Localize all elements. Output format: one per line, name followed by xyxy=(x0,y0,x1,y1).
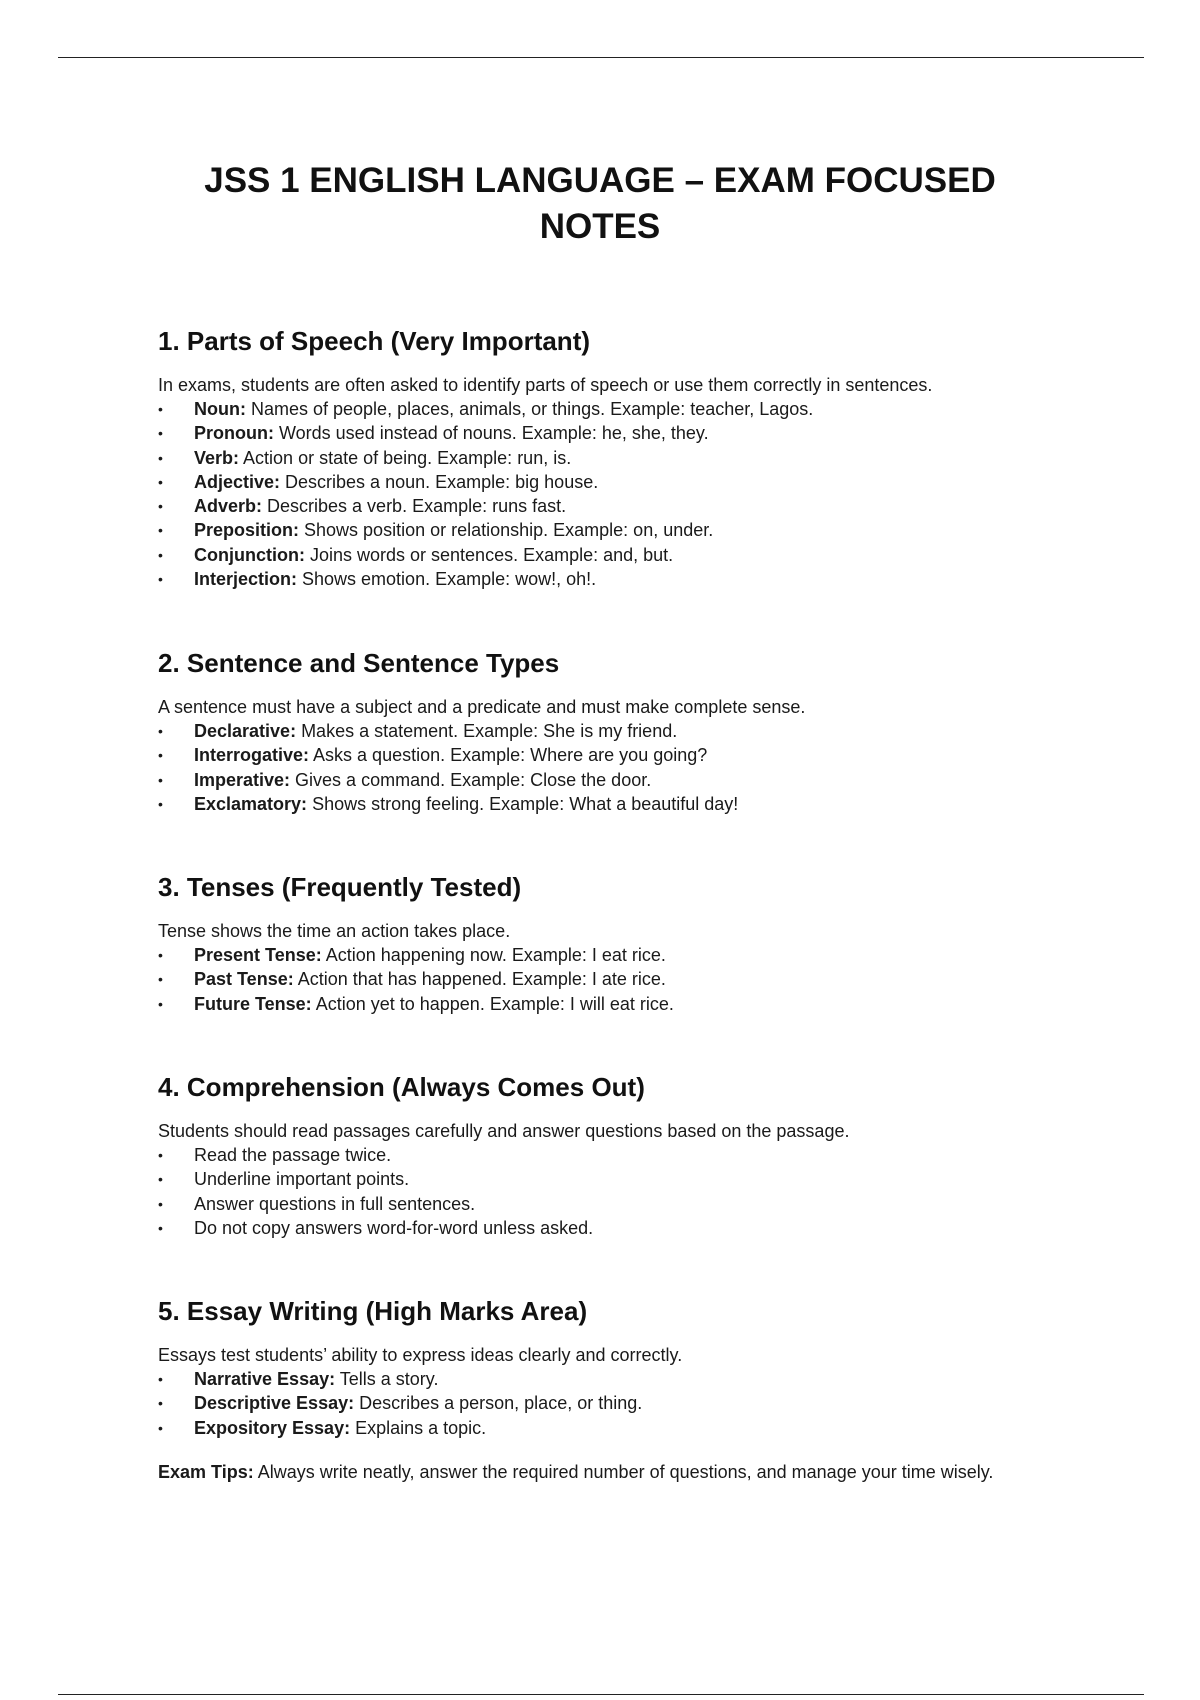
term-description: Joins words or sentences. Example: and, but. xyxy=(304,544,674,565)
bullet-icon: • xyxy=(158,425,163,442)
list-item xyxy=(158,1391,1058,1415)
section-heading: 1. Parts of Speech (Very Important) xyxy=(158,326,591,356)
section-intro: Tense shows the time an action takes place. xyxy=(158,921,511,941)
term-description: Shows strong feeling. Example: What a beautiful day! xyxy=(307,793,739,814)
term-label: Verb: xyxy=(194,447,240,468)
term-description: Shows emotion. Example: wow!, oh!. xyxy=(297,569,597,590)
term-label: Exclamatory: xyxy=(194,793,308,814)
list-item xyxy=(158,1216,1058,1240)
section-intro: In exams, students are often asked to identify parts of speech or use them correctly in sentences. xyxy=(158,375,933,395)
term-label: Noun: xyxy=(194,399,246,419)
list-item-text: Answer questions in full sentences. xyxy=(194,1193,476,1214)
term-description: Action or state of being. Example: run, is. xyxy=(239,447,572,468)
bullet-icon: • xyxy=(158,795,163,812)
section-sentence-types xyxy=(158,648,1058,816)
list-item xyxy=(158,967,1058,991)
bullet-icon: • xyxy=(158,1171,163,1188)
exam-tips-label: Exam Tips: xyxy=(158,1461,254,1482)
section-heading: 3. Tenses (Frequently Tested) xyxy=(158,872,522,902)
term-label: Declarative: xyxy=(194,721,297,741)
bullet-icon: • xyxy=(158,771,163,788)
list-item xyxy=(158,470,1058,494)
page-title-line-2: NOTES xyxy=(539,207,661,246)
bullet-list xyxy=(158,943,1058,1016)
term-label: Expository Essay: xyxy=(194,1417,351,1438)
term-label: Past Tense: xyxy=(194,969,294,990)
top-rule xyxy=(58,57,1144,58)
term-label: Adjective: xyxy=(194,471,281,492)
list-item xyxy=(158,992,1058,1016)
term-description: Action yet to happen. Example: I will eat rice. xyxy=(311,993,674,1014)
bullet-icon: • xyxy=(158,1395,163,1412)
bullet-icon: • xyxy=(158,1419,163,1436)
page-title-line-1: JSS 1 ENGLISH LANGUAGE – EXAM FOCUSED xyxy=(204,161,996,200)
term-description: Describes a person, place, or thing. xyxy=(354,1393,643,1414)
exam-tips-text: Always write neatly, answer the required number of questions, and manage your time wisely. xyxy=(253,1461,994,1482)
section-heading: 5. Essay Writing (High Marks Area) xyxy=(158,1296,588,1326)
section-tenses xyxy=(158,872,1058,1016)
list-item xyxy=(158,446,1058,470)
term-description: Asks a question. Example: Where are you going? xyxy=(309,745,708,766)
list-item xyxy=(158,543,1058,567)
page-title xyxy=(150,158,1050,250)
section-intro: Students should read passages carefully and answer questions based on the passage. xyxy=(158,1121,850,1141)
term-description: Names of people, places, animals, or things. Example: teacher, Lagos. xyxy=(245,399,814,419)
bullet-icon: • xyxy=(158,947,163,963)
term-label: Pronoun: xyxy=(194,423,274,444)
bullet-list xyxy=(158,1143,1058,1240)
term-label: Descriptive Essay: xyxy=(194,1393,355,1414)
list-item xyxy=(158,421,1058,445)
bullet-icon: • xyxy=(158,571,163,588)
section-comprehension xyxy=(158,1072,1058,1240)
list-item xyxy=(158,1416,1058,1440)
term-label: Imperative: xyxy=(194,769,291,790)
bullet-icon: • xyxy=(158,498,163,515)
bullet-icon: • xyxy=(158,971,163,988)
bullet-icon: • xyxy=(158,449,163,466)
list-item xyxy=(158,397,1058,421)
list-item xyxy=(158,1167,1058,1191)
term-label: Interrogative: xyxy=(194,745,310,766)
bullet-icon: • xyxy=(158,995,163,1012)
bullet-list xyxy=(158,719,1058,816)
bullet-icon: • xyxy=(158,522,163,539)
term-description: Action happening now. Example: I eat rice. xyxy=(321,945,666,965)
term-description: Action that has happened. Example: I ate rice. xyxy=(293,969,666,990)
list-item xyxy=(158,1367,1058,1391)
bullet-icon: • xyxy=(158,401,163,417)
section-essay-writing xyxy=(158,1296,1058,1484)
list-item xyxy=(158,943,1058,967)
list-item xyxy=(158,494,1058,518)
bullet-list xyxy=(158,1367,1058,1440)
term-description: Describes a verb. Example: runs fast. xyxy=(262,496,567,517)
list-item xyxy=(158,518,1058,542)
term-description: Words used instead of nouns. Example: he, she, they. xyxy=(273,423,709,444)
bullet-icon: • xyxy=(158,1371,163,1387)
list-item xyxy=(158,1192,1058,1216)
bullet-icon: • xyxy=(158,723,163,739)
section-heading: 4. Comprehension (Always Comes Out) xyxy=(158,1072,645,1102)
bullet-list xyxy=(158,397,1058,591)
list-item xyxy=(158,1143,1058,1167)
bullet-icon: • xyxy=(158,1219,163,1236)
term-label: Adverb: xyxy=(194,496,263,517)
term-label: Conjunction: xyxy=(194,544,305,565)
term-label: Preposition: xyxy=(194,520,300,541)
bottom-rule xyxy=(58,1694,1144,1695)
term-description: Tells a story. xyxy=(335,1369,439,1389)
section-intro: A sentence must have a subject and a predicate and must make complete sense. xyxy=(158,697,806,717)
list-item xyxy=(158,567,1058,591)
exam-tips xyxy=(158,1460,1038,1484)
term-description: Explains a topic. xyxy=(350,1417,487,1438)
list-item xyxy=(158,768,1058,792)
term-description: Gives a command. Example: Close the door. xyxy=(290,769,652,790)
term-label: Narrative Essay: xyxy=(194,1369,336,1389)
bullet-icon: • xyxy=(158,473,163,490)
term-description: Describes a noun. Example: big house. xyxy=(280,471,599,492)
term-description: Makes a statement. Example: She is my friend. xyxy=(296,721,678,741)
list-item-text: Read the passage twice. xyxy=(194,1145,392,1165)
bullet-icon: • xyxy=(158,747,163,764)
list-item-text: Underline important points. xyxy=(194,1169,410,1190)
section-parts-of-speech xyxy=(158,326,1058,591)
list-item xyxy=(158,719,1058,743)
list-item-text: Do not copy answers word-for-word unless asked. xyxy=(194,1217,594,1238)
bullet-icon: • xyxy=(158,1147,163,1163)
bullet-icon: • xyxy=(158,1195,163,1212)
section-heading: 2. Sentence and Sentence Types xyxy=(158,648,560,678)
list-item xyxy=(158,792,1058,816)
bullet-icon: • xyxy=(158,546,163,563)
term-description: Shows position or relationship. Example: on, under. xyxy=(299,520,714,541)
section-intro: Essays test students’ ability to express ideas clearly and correctly. xyxy=(158,1345,683,1365)
term-label: Interjection: xyxy=(194,569,298,590)
list-item xyxy=(158,743,1058,767)
term-label: Future Tense: xyxy=(194,993,312,1014)
term-label: Present Tense: xyxy=(194,945,322,965)
